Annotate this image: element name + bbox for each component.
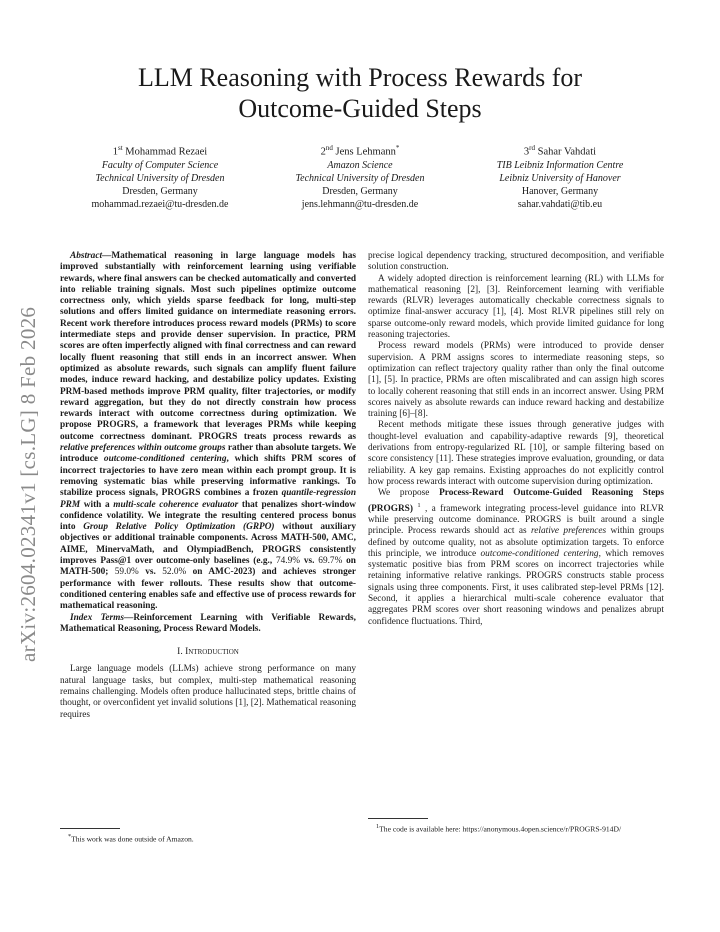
footnote-mark: 1 [376,823,380,830]
abstract-emphasis: quantile-regression PRM [60,488,356,510]
footnote-rule [60,828,120,829]
body-text: , which removes systematic positive bias from PRM scores on incorrect trajectories while retaining informative relative rankings. PROGRS constructs stable process signals using three components. First, it uses calibrated step-level PRMs [12]. Second, it applies a hierarchical multi-scale coherence evaluator that aggregates PRM scores over short reasoning windows and penalizes abrupt confidence fluctuations. Third, [368,548,664,627]
author-organization: Leibniz University of Hanover [499,172,621,184]
abstract-value: 69.7% [318,556,343,567]
body-paragraph: Process reward models (PRMs) were introduced to provide denser supervision. A PRM assigns scores to intermediate reasoning steps, so optimization can reflect trajectory quality rather than only the final outcome [1], [5]. In practice, PRMs are often miscalibrated and can assign high scores to locally coherent reasoning that still ends in an incorrect answer. Using PRM scores naively as absolute rewards can induce reward hacking and destabilize training [6]–[8]. [368,341,664,420]
author-location: Dresden, Germany [322,185,398,197]
author-department: Faculty of Computer Science [101,159,219,171]
abstract-value: 52.0% [162,567,187,578]
abstract-emphasis: Group Relative Policy Optimization (GRPO) [83,522,275,533]
abstract-text: vs. [145,567,156,578]
index-terms: Index Terms—Reinforcement Learning with Verifiable Rewards, Mathematical Reasoning, Process Reward Models. [60,612,356,634]
author-name: Mohammad Rezaei [125,146,208,158]
author-email: jens.lehmann@tu-dresden.de [301,198,419,210]
right-footnote [368,818,664,834]
abstract-text: with a [83,499,110,510]
author-ordinal: 2 [320,146,326,158]
body-paragraph [368,488,664,628]
abstract-text: on MATH-500; [60,556,356,578]
author-email: sahar.vahdati@tib.eu [517,198,603,210]
footnote-rule [368,818,428,819]
body-emphasis: outcome-conditioned centering [480,548,599,559]
left-footnote [60,828,356,844]
body-paragraph: A widely adopted direction is reinforcement learning (RL) with LLMs for mathematical reasoning [2], [3]. Reinforcement learning with verifiable rewards (RLVR) leverages automatically checkable correctness signals to optimize final-answer accuracy [1], [4]. Most RLVR pipelines still rely on sparse outcome-only reward models, which provide limited guidance for long reasoning trajectories. [368,273,664,341]
paper-title [60,62,660,124]
body-text: within groups defined by outcome quality, not as absolute optimization targets. To enforce this principle, we introduce [368,526,664,559]
footnote-body: The code is available here: https://anonymous.4open.science/r/PROGRS-914D/ [379,824,622,834]
author-ordinal-suffix: nd [325,144,333,152]
abstract-text: rather than absolute targets. We introduce [60,443,356,465]
author-footnote-mark: * [395,144,400,152]
abstract-value: 59.0% [114,567,139,578]
footnote-mark: * [68,833,72,840]
footnote-body: This work was done outside of Amazon. [71,834,194,844]
abstract-value: 74.9% [276,556,301,567]
abstract-emphasis: multi-scale coherence evaluator [113,499,239,510]
left-column [60,251,356,721]
author-department: TIB Leibniz Information Centre [496,159,624,171]
author-1 [60,142,260,211]
footnote-text [60,832,356,844]
abstract-text: , which shifts PRM scores of incorrect trajectories to have zero mean within each prompt group. It is removing systematic bias while preserving informative rankings. To stabilize process signals, PROGRS combines a frozen [60,454,357,499]
author-name: Jens Lehmann [335,146,396,158]
abstract-text: on AMC-2023) and achieves stronger performance with fewer rollouts. These results show that outcome-conditioned centering enables safe and effective use of process rewards for mathematical reasoning. [60,567,356,612]
author-department: Amazon Science [327,159,393,171]
arxiv-stamp [16,262,46,662]
method-name: Process-Reward Outcome-Guided Reasoning Steps (PROGRS) [368,488,664,514]
abstract: Abstract—Mathematical reasoning in large language models has improved substantially with reinforcement learning using verifiable rewards, where final answers can be checked automatically and converted into reliable training signals. Most such pipelines optimize outcome correctness only, which yields sparse feedback for long, multi-step solutions and offers limited guidance on intermediate reasoning errors. Recent work therefore introduces process reward models (PRMs) to score intermediate steps and provide denser supervision. In practice, PRM scores are often imperfectly aligned with final correctness and can reward locally fluent reasoning that still ends in an incorrect answer. When optimized as absolute rewards, such signals can amplify fluent failure modes, induce reward hacking, and destabilize policy updates. Existing PRM-based methods improve PRM quality, filter trajectories, or modify reward aggregation, but they do not directly constrain how process rewards interact with outcome correctness during optimization. We propose PROGRS, a framework that leverages PRMs while keeping outcome correctness dominant. PROGRS treats process rewards as relative preferences within outcome groups rather than absolute targets. We introduce outcome-conditioned centering, which shifts PRM scores of incorrect trajectories to have zero mean within each prompt group. It is removing systematic bias while preserving informative rankings. To stabilize process signals, PROGRS combines a frozen quantile-regression PRM with a multi-scale coherence evaluator that penalizes short-window confidence volatility. We integrate the resulting centered process bonus into Group Relative Policy Optimization (GRPO) without auxiliary objectives or additional trainable components. Across MATH-500, AMC, AIME, MinervaMath, and OlympiadBench, PROGRS consistently improves Pass@1 over outcome-only baselines (e.g., 74.9% vs. 69.7% on MATH-500; 59.0% vs. 52.0% on AMC-2023) and achieves stronger performance with fewer rollouts. These results show that outcome-conditioned centering enables safe and effective use of process rewards for mathematical reasoning. [60,251,357,612]
abstract-label: Abstract [70,251,103,261]
body-paragraph: precise logical dependency tracking, structured decomposition, and verifiable solution construction. [368,251,664,273]
author-ordinal-suffix: st [118,144,123,152]
body-emphasis: relative preferences [530,526,607,537]
author-email: mohammad.rezaei@tu-dresden.de [91,198,229,210]
abstract-text: that penalizes short-window confidence volatility. We integrate the resulting centered process bonus into [60,499,357,533]
abstract-text: without auxiliary objectives or additional trainable components. Across MATH-500, AMC, AIME, MinervaMath, and OlympiadBench, PROGRS consistently improves Pass@1 over outcome-only baselines (e.g., [60,522,356,567]
index-terms-label: Index Terms [70,612,125,623]
author-ordinal: 1 [112,146,118,158]
body-paragraph: Recent methods mitigate these issues through generative judges with thought-level evaluation and capability-adaptive rewards [9], theoretical derivations from entropy-regularized RL [10], or sample filtering based on score consistency [11]. These strategies improve evaluation, grounding, or data reliability. A key gap remains. Existing approaches do not explicitly control how process rewards interact with outcome supervision during optimization. [368,420,664,487]
author-ordinal-suffix: rd [529,144,536,152]
footnote-text [368,822,664,834]
author-name: Sahar Vahdati [537,146,597,158]
arxiv-identifier: arXiv:2604.02341v1 [cs.LG] 8 Feb 2026 [16,306,40,662]
body-text: , a framework integrating process-level guidance into RLVR while preserving outcome dominance. PROGRS is built around a single principle. Process rewards should act as [368,503,664,537]
abstract-emphasis: relative preferences within outcome groups [60,443,226,454]
author-location: Hanover, Germany [521,185,599,197]
intro-paragraph: Large language models (LLMs) achieve strong performance on many natural language tasks, but complex, multi-step mathematical reasoning remains challenging. Models often produce hallucinated steps, brittle chains of thought, or overconfident yet invalid solutions [1], [2]. Mathematical reasoning requires [60,664,356,720]
title-line-1: LLM Reasoning with Process Rewards for [137,63,583,92]
right-column [368,251,664,628]
body-text: We propose [378,488,430,499]
author-organization: Technical University of Dresden [295,172,425,184]
index-terms-text: Reinforcement Learning with Verifiable Rewards, Mathematical Reasoning, Process Reward Models. [60,612,356,634]
author-block [60,142,660,211]
author-ordinal: 3 [523,146,530,158]
abstract-emphasis: outcome-conditioned centering [103,454,227,465]
footnote-mark: 1 [417,501,421,509]
author-location: Dresden, Germany [122,185,198,197]
author-organization: Technical University of Dresden [95,172,225,184]
title-line-2: Outcome-Guided Steps [238,94,482,123]
author-2 [260,142,460,211]
author-3 [460,142,660,211]
abstract-text: Mathematical reasoning in large language models has improved substantially with reinforcement learning using verifiable rewards, where final answers can be checked automatically and converted into reliable training signals. Most such pipelines optimize outcome correctness only, which yields sparse feedback for long, multi-step solutions and offers limited guidance on intermediate reasoning errors. Recent work therefore introduces process reward models (PRMs) to score intermediate steps and provide denser supervision. In practice, PRM scores are often imperfectly aligned with final correctness and can reward locally fluent reasoning that still ends in an incorrect answer. When optimized as absolute rewards, such signals can amplify fluent failure modes, induce reward hacking, and destabilize policy updates. Existing PRM-based methods improve PRM quality, filter trajectories, or modify reward aggregation, but they do not directly constrain how process rewards interact with outcome correctness during optimization. We propose PROGRS, a framework that leverages PRMs while keeping outcome correctness dominant. PROGRS treats process rewards as [60,251,356,442]
section-heading: I. Introduction [177,647,239,658]
abstract-text: vs. [303,556,315,567]
